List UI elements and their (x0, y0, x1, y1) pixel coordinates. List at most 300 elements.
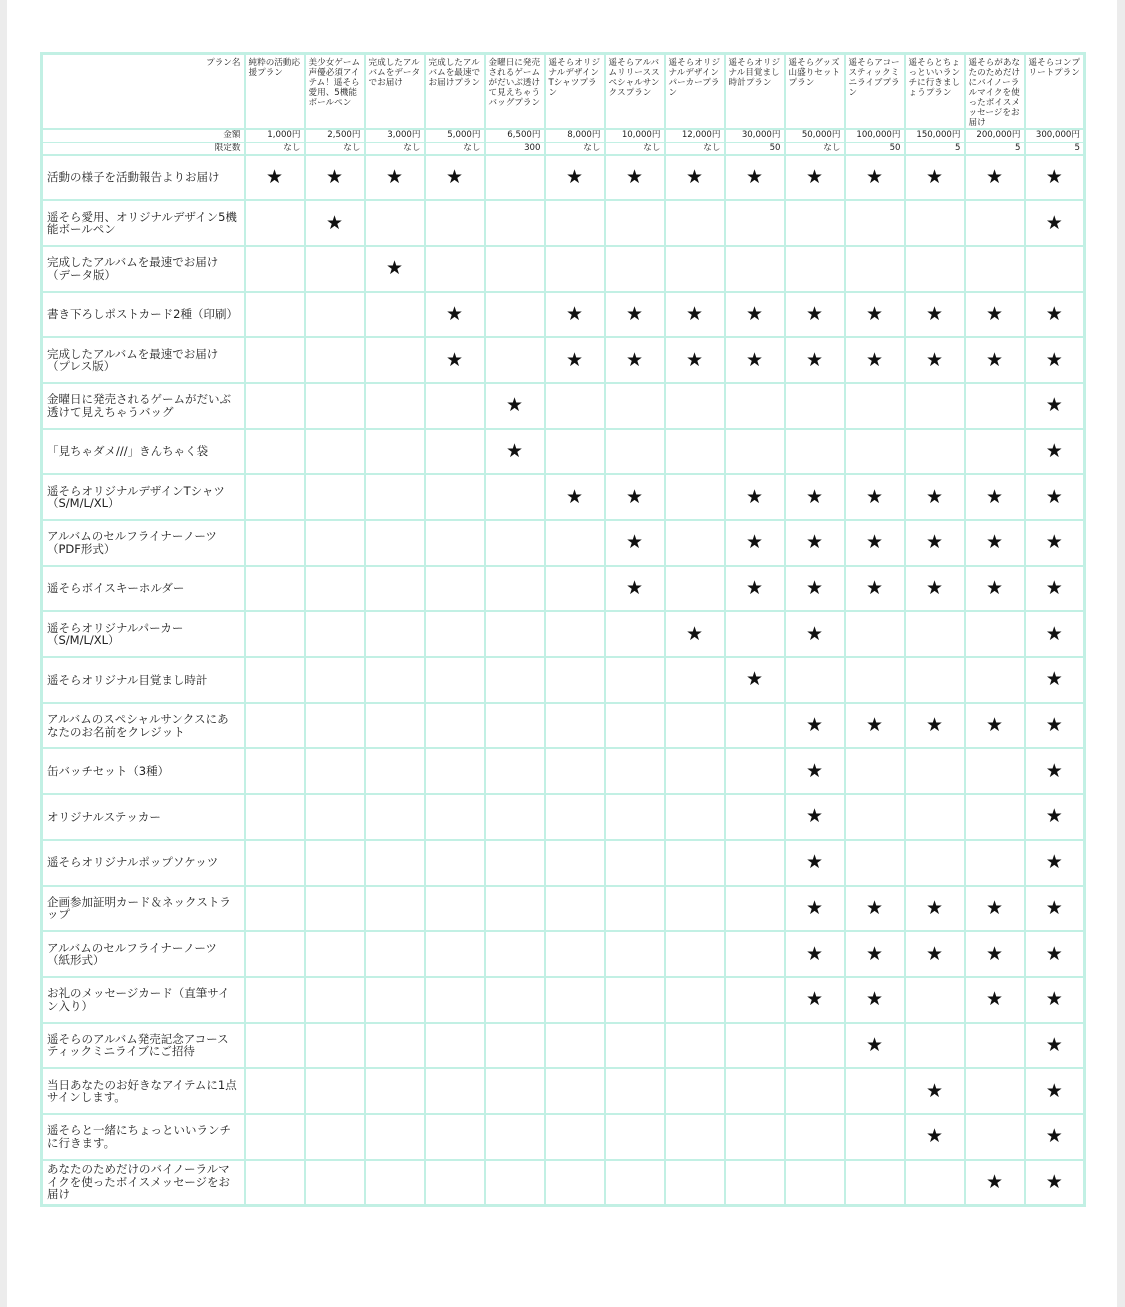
plan-price-cell: 6,500円 (485, 129, 545, 142)
star-icon: ★ (925, 1079, 944, 1102)
star-icon: ★ (985, 531, 1004, 554)
reward-plan-cell (605, 429, 665, 475)
reward-plan-cell (725, 520, 785, 566)
reward-row (42, 748, 1085, 794)
reward-plan-cell (665, 292, 725, 338)
reward-plan-cell (485, 383, 545, 429)
reward-plan-cell (905, 520, 965, 566)
reward-plan-cell (665, 794, 725, 840)
reward-plan-cell (545, 429, 605, 475)
reward-plan-cell (725, 1160, 785, 1206)
star-icon: ★ (865, 302, 884, 325)
star-icon: ★ (385, 165, 404, 188)
star-icon: ★ (745, 348, 764, 371)
reward-plan-cell (305, 246, 365, 292)
reward-plan-cell (365, 794, 425, 840)
reward-plan-cell (605, 292, 665, 338)
reward-name-text: お礼のメッセージカード（直筆サイン入り） (47, 986, 230, 1013)
reward-plan-cell (365, 748, 425, 794)
reward-plan-cell (785, 566, 845, 612)
reward-plan-cell (665, 200, 725, 246)
reward-plan-cell (1025, 794, 1085, 840)
star-icon: ★ (625, 302, 644, 325)
reward-plan-cell (965, 383, 1025, 429)
reward-plan-cell (725, 977, 785, 1023)
reward-plan-cell (545, 977, 605, 1023)
reward-plan-cell (305, 611, 365, 657)
plan-name-cell: 遥そらコンプリートプラン (1025, 54, 1085, 130)
reward-plan-cell (785, 1114, 845, 1160)
star-icon: ★ (1045, 805, 1063, 828)
reward-name-text: オリジナルステッカー (47, 809, 161, 824)
reward-plan-cell (425, 246, 485, 292)
star-icon: ★ (685, 348, 704, 371)
reward-plan-cell (545, 1068, 605, 1114)
reward-plan-cell (1025, 520, 1085, 566)
reward-plan-cell (245, 657, 305, 703)
reward-plan-cell (845, 703, 905, 749)
star-icon: ★ (865, 714, 884, 737)
reward-plan-cell (665, 748, 725, 794)
reward-plan-cell (785, 1068, 845, 1114)
star-icon: ★ (1045, 1079, 1063, 1102)
reward-plan-cell (305, 1160, 365, 1206)
star-icon: ★ (1045, 1170, 1063, 1193)
reward-plan-cell (785, 200, 845, 246)
star-icon: ★ (385, 257, 404, 280)
reward-plan-cell (845, 748, 905, 794)
reward-plan-cell (845, 1114, 905, 1160)
reward-plan-cell (665, 611, 725, 657)
reward-plan-cell (665, 520, 725, 566)
plan-price-cell: 30,000円 (725, 129, 785, 142)
star-icon: ★ (805, 942, 824, 965)
reward-plan-cell (425, 1023, 485, 1069)
plan-price-cell: 200,000円 (965, 129, 1025, 142)
reward-plan-cell (785, 1023, 845, 1069)
price-row (42, 129, 1085, 142)
reward-plan-cell (305, 748, 365, 794)
reward-plan-cell (245, 520, 305, 566)
reward-plan-cell (905, 931, 965, 977)
star-icon: ★ (925, 165, 944, 188)
star-icon: ★ (1045, 394, 1063, 417)
reward-name-text: 書き下ろしポストカード2種（印刷） (47, 307, 238, 322)
plan-limit-cell: 50 (845, 142, 905, 155)
plan-price-cell: 300,000円 (1025, 129, 1085, 142)
star-icon: ★ (865, 1033, 884, 1056)
reward-name-cell (42, 520, 245, 566)
reward-row (42, 657, 1085, 703)
reward-plan-cell (665, 840, 725, 886)
reward-name-cell (42, 474, 245, 520)
reward-plan-cell (905, 657, 965, 703)
reward-row (42, 886, 1085, 932)
star-icon: ★ (805, 348, 824, 371)
reward-name-text: 金曜日に発売されるゲームがだいぶ透けて見えちゃうバッグ (47, 392, 231, 419)
reward-plan-cell (845, 931, 905, 977)
reward-plan-cell (605, 337, 665, 383)
reward-plan-cell (305, 1023, 365, 1069)
reward-plan-cell (425, 611, 485, 657)
star-icon: ★ (1045, 1033, 1063, 1056)
plan-limit-cell: なし (305, 142, 365, 155)
reward-plan-cell (905, 155, 965, 201)
star-icon: ★ (1045, 348, 1063, 371)
reward-plan-cell (905, 977, 965, 1023)
star-icon: ★ (925, 302, 944, 325)
reward-plan-cell (605, 1023, 665, 1069)
star-icon: ★ (865, 348, 884, 371)
reward-plan-cell (725, 886, 785, 932)
reward-plan-cell (245, 1023, 305, 1069)
reward-name-cell (42, 1114, 245, 1160)
reward-plan-cell (245, 931, 305, 977)
star-icon: ★ (625, 531, 644, 554)
reward-row (42, 383, 1085, 429)
reward-name-text: 遥そらボイスキーホルダー (47, 581, 185, 596)
reward-plan-cell (365, 246, 425, 292)
reward-plan-cell (545, 703, 605, 749)
plan-price-cell: 8,000円 (545, 129, 605, 142)
reward-plan-cell (1025, 474, 1085, 520)
reward-plan-cell (725, 794, 785, 840)
plan-limit-cell: 5 (905, 142, 965, 155)
star-icon: ★ (445, 302, 464, 325)
star-icon: ★ (565, 165, 584, 188)
plan-limit-cell: 50 (725, 142, 785, 155)
reward-plan-cell (305, 520, 365, 566)
plan-name-cell: 遥そらグッズ山盛りセットプラン (785, 54, 845, 130)
reward-plan-cell (425, 794, 485, 840)
reward-name-cell (42, 337, 245, 383)
reward-plan-cell (485, 1114, 545, 1160)
reward-plan-cell (485, 977, 545, 1023)
reward-plan-cell (845, 611, 905, 657)
star-icon: ★ (925, 1125, 944, 1148)
reward-plan-cell (845, 383, 905, 429)
reward-plan-cell (665, 566, 725, 612)
star-icon: ★ (445, 348, 464, 371)
star-icon: ★ (685, 302, 704, 325)
reward-plan-cell (245, 200, 305, 246)
star-icon: ★ (1045, 942, 1063, 965)
reward-plan-cell (845, 429, 905, 475)
plan-limit-cell: なし (605, 142, 665, 155)
reward-plan-cell (365, 383, 425, 429)
reward-plan-cell (305, 200, 365, 246)
reward-plan-cell (1025, 566, 1085, 612)
reward-plan-cell (965, 200, 1025, 246)
star-icon: ★ (565, 485, 584, 508)
reward-plan-cell (545, 474, 605, 520)
reward-plan-cell (605, 794, 665, 840)
plan-limit-cell: なし (785, 142, 845, 155)
reward-plan-cell (245, 840, 305, 886)
reward-name-cell (42, 429, 245, 475)
reward-plan-cell (845, 794, 905, 840)
plan-name-row (42, 54, 1085, 130)
reward-plan-cell (545, 155, 605, 201)
reward-plan-cell (545, 520, 605, 566)
reward-plan-cell (785, 657, 845, 703)
reward-plan-cell (845, 657, 905, 703)
reward-plan-cell (965, 977, 1025, 1023)
reward-name-cell (42, 657, 245, 703)
reward-plan-cell (365, 292, 425, 338)
reward-plan-cell (725, 840, 785, 886)
reward-plan-cell (1025, 383, 1085, 429)
reward-plan-cell (425, 155, 485, 201)
reward-plan-cell (1025, 155, 1085, 201)
reward-plan-cell (425, 703, 485, 749)
reward-plan-cell (305, 977, 365, 1023)
star-icon: ★ (805, 759, 824, 782)
document-page (7, 0, 1117, 1307)
plan-name-cell: 遥そらオリジナルデザインパーカープラン (665, 54, 725, 130)
reward-plan-cell (1025, 703, 1085, 749)
reward-plan-cell (305, 703, 365, 749)
reward-plan-cell (425, 474, 485, 520)
star-icon: ★ (325, 211, 344, 234)
star-icon: ★ (745, 165, 764, 188)
reward-plan-cell (665, 337, 725, 383)
reward-plan-cell (485, 1023, 545, 1069)
star-icon: ★ (1045, 988, 1063, 1011)
reward-plan-cell (905, 474, 965, 520)
reward-plan-cell (425, 566, 485, 612)
reward-plan-cell (305, 840, 365, 886)
star-icon: ★ (805, 485, 824, 508)
reward-plan-cell (965, 292, 1025, 338)
reward-plan-cell (785, 611, 845, 657)
star-icon: ★ (745, 531, 764, 554)
plan-name-cell: 遥そらがあなたのためだけにバイノーラルマイクを使ったボイスメッセージをお届け (965, 54, 1025, 130)
plan-name-label: プラン名 (42, 54, 245, 130)
plan-name-cell: 遥そらオリジナルデザインTシャツプラン (545, 54, 605, 130)
reward-plan-cell (545, 794, 605, 840)
reward-plan-cell (1025, 840, 1085, 886)
reward-plan-cell (1025, 292, 1085, 338)
reward-plan-cell (605, 1160, 665, 1206)
reward-plan-table (40, 52, 1086, 1207)
reward-plan-cell (665, 977, 725, 1023)
reward-plan-cell (1025, 429, 1085, 475)
star-icon: ★ (1045, 851, 1063, 874)
reward-plan-cell (545, 292, 605, 338)
reward-name-cell (42, 748, 245, 794)
reward-plan-cell (605, 474, 665, 520)
reward-plan-cell (665, 1068, 725, 1114)
reward-row (42, 977, 1085, 1023)
reward-plan-cell (725, 566, 785, 612)
reward-plan-cell (965, 1023, 1025, 1069)
reward-plan-cell (425, 977, 485, 1023)
star-icon: ★ (1045, 622, 1063, 645)
reward-plan-cell (965, 840, 1025, 886)
star-icon: ★ (985, 485, 1004, 508)
star-icon: ★ (745, 485, 764, 508)
reward-row (42, 566, 1085, 612)
reward-plan-cell (785, 886, 845, 932)
plan-limit-cell: なし (365, 142, 425, 155)
reward-plan-cell (365, 200, 425, 246)
star-icon: ★ (805, 531, 824, 554)
reward-plan-cell (965, 246, 1025, 292)
reward-plan-cell (965, 886, 1025, 932)
star-icon: ★ (985, 577, 1004, 600)
star-icon: ★ (445, 165, 464, 188)
reward-plan-cell (845, 1160, 905, 1206)
reward-plan-cell (485, 292, 545, 338)
reward-plan-cell (785, 292, 845, 338)
reward-row (42, 246, 1085, 292)
reward-name-cell (42, 886, 245, 932)
reward-plan-cell (305, 292, 365, 338)
reward-plan-cell (485, 337, 545, 383)
reward-row (42, 292, 1085, 338)
reward-plan-cell (425, 429, 485, 475)
reward-plan-cell (605, 200, 665, 246)
reward-name-text: 当日あなたのお好きなアイテムに1点サインします。 (47, 1077, 237, 1105)
reward-plan-cell (785, 520, 845, 566)
star-icon: ★ (1045, 668, 1063, 691)
star-icon: ★ (925, 577, 944, 600)
reward-name-cell (42, 292, 245, 338)
star-icon: ★ (985, 942, 1004, 965)
star-icon: ★ (865, 988, 884, 1011)
star-icon: ★ (625, 485, 644, 508)
star-icon: ★ (1045, 896, 1063, 919)
reward-plan-cell (605, 840, 665, 886)
plan-price-cell: 2,500円 (305, 129, 365, 142)
reward-plan-cell (485, 748, 545, 794)
reward-plan-cell (905, 611, 965, 657)
plan-limit-cell: なし (245, 142, 305, 155)
reward-plan-cell (245, 794, 305, 840)
reward-plan-cell (905, 748, 965, 794)
reward-plan-cell (665, 931, 725, 977)
reward-row (42, 1114, 1085, 1160)
reward-plan-cell (485, 657, 545, 703)
reward-name-cell (42, 383, 245, 429)
reward-plan-cell (305, 337, 365, 383)
reward-plan-cell (365, 429, 425, 475)
reward-plan-cell (905, 1068, 965, 1114)
reward-plan-cell (305, 886, 365, 932)
reward-plan-cell (785, 931, 845, 977)
reward-name-cell (42, 155, 245, 201)
reward-plan-cell (485, 155, 545, 201)
reward-name-cell (42, 1068, 245, 1114)
reward-plan-cell (425, 657, 485, 703)
reward-plan-cell (965, 520, 1025, 566)
reward-plan-cell (485, 474, 545, 520)
reward-plan-cell (905, 246, 965, 292)
reward-name-cell (42, 200, 245, 246)
reward-name-text: 企画参加証明カード＆ネックストラップ (47, 894, 231, 922)
reward-row (42, 1023, 1085, 1069)
plan-name-cell: 遥そらとちょっといいランチに行きましょうプラン (905, 54, 965, 130)
reward-plan-cell (965, 703, 1025, 749)
reward-name-text: 遥そらオリジナルポップソケッツ (47, 855, 219, 870)
reward-plan-cell (425, 748, 485, 794)
plan-price-cell: 50,000円 (785, 129, 845, 142)
plan-price-cell: 1,000円 (245, 129, 305, 142)
star-icon: ★ (1045, 1125, 1063, 1148)
reward-plan-cell (605, 1114, 665, 1160)
reward-plan-cell (605, 520, 665, 566)
reward-plan-cell (785, 977, 845, 1023)
reward-plan-cell (1025, 246, 1085, 292)
reward-plan-cell (965, 1114, 1025, 1160)
star-icon: ★ (805, 988, 824, 1011)
reward-plan-cell (785, 246, 845, 292)
reward-plan-cell (245, 566, 305, 612)
plan-price-cell: 5,000円 (425, 129, 485, 142)
star-icon: ★ (1045, 165, 1063, 188)
reward-plan-cell (245, 748, 305, 794)
reward-plan-cell (365, 703, 425, 749)
reward-plan-cell (365, 657, 425, 703)
star-icon: ★ (865, 577, 884, 600)
reward-plan-cell (485, 1160, 545, 1206)
star-icon: ★ (985, 302, 1004, 325)
star-icon: ★ (1045, 531, 1063, 554)
reward-plan-cell (365, 977, 425, 1023)
reward-plan-cell (845, 155, 905, 201)
reward-name-text: 完成したアルバムを最速でお届け（データ版） (47, 255, 219, 282)
reward-name-cell (42, 246, 245, 292)
reward-plan-cell (725, 1068, 785, 1114)
reward-row (42, 1068, 1085, 1114)
reward-plan-cell (425, 292, 485, 338)
reward-plan-cell (665, 657, 725, 703)
reward-plan-cell (365, 1023, 425, 1069)
reward-name-text: 遥そらのアルバム発売記念アコースティックミニライブにご招待 (47, 1031, 229, 1059)
reward-name-text: アルバムのセルフライナーノーツ（PDF形式） (47, 529, 217, 556)
star-icon: ★ (805, 622, 824, 645)
reward-plan-cell (245, 337, 305, 383)
reward-plan-cell (785, 794, 845, 840)
plan-limit-cell: なし (545, 142, 605, 155)
reward-plan-cell (725, 931, 785, 977)
reward-plan-cell (725, 292, 785, 338)
star-icon: ★ (805, 805, 824, 828)
reward-plan-cell (965, 566, 1025, 612)
reward-name-cell (42, 1023, 245, 1069)
reward-plan-cell (785, 429, 845, 475)
reward-plan-cell (845, 520, 905, 566)
reward-plan-cell (305, 794, 365, 840)
reward-plan-cell (365, 474, 425, 520)
star-icon: ★ (805, 896, 824, 919)
reward-name-text: アルバムのセルフライナーノーツ（紙形式） (47, 940, 217, 968)
reward-plan-cell (665, 474, 725, 520)
reward-plan-cell (485, 794, 545, 840)
reward-plan-cell (725, 155, 785, 201)
reward-name-text: 遥そらオリジナル目覚まし時計 (47, 672, 208, 687)
star-icon: ★ (505, 394, 524, 417)
plan-limit-cell: なし (665, 142, 725, 155)
plan-name-cell: 遥そらアコースティックミニライブプラン (845, 54, 905, 130)
star-icon: ★ (505, 439, 524, 462)
star-icon: ★ (685, 622, 704, 645)
star-icon: ★ (925, 485, 944, 508)
reward-plan-cell (845, 886, 905, 932)
reward-row (42, 337, 1085, 383)
reward-plan-cell (725, 611, 785, 657)
